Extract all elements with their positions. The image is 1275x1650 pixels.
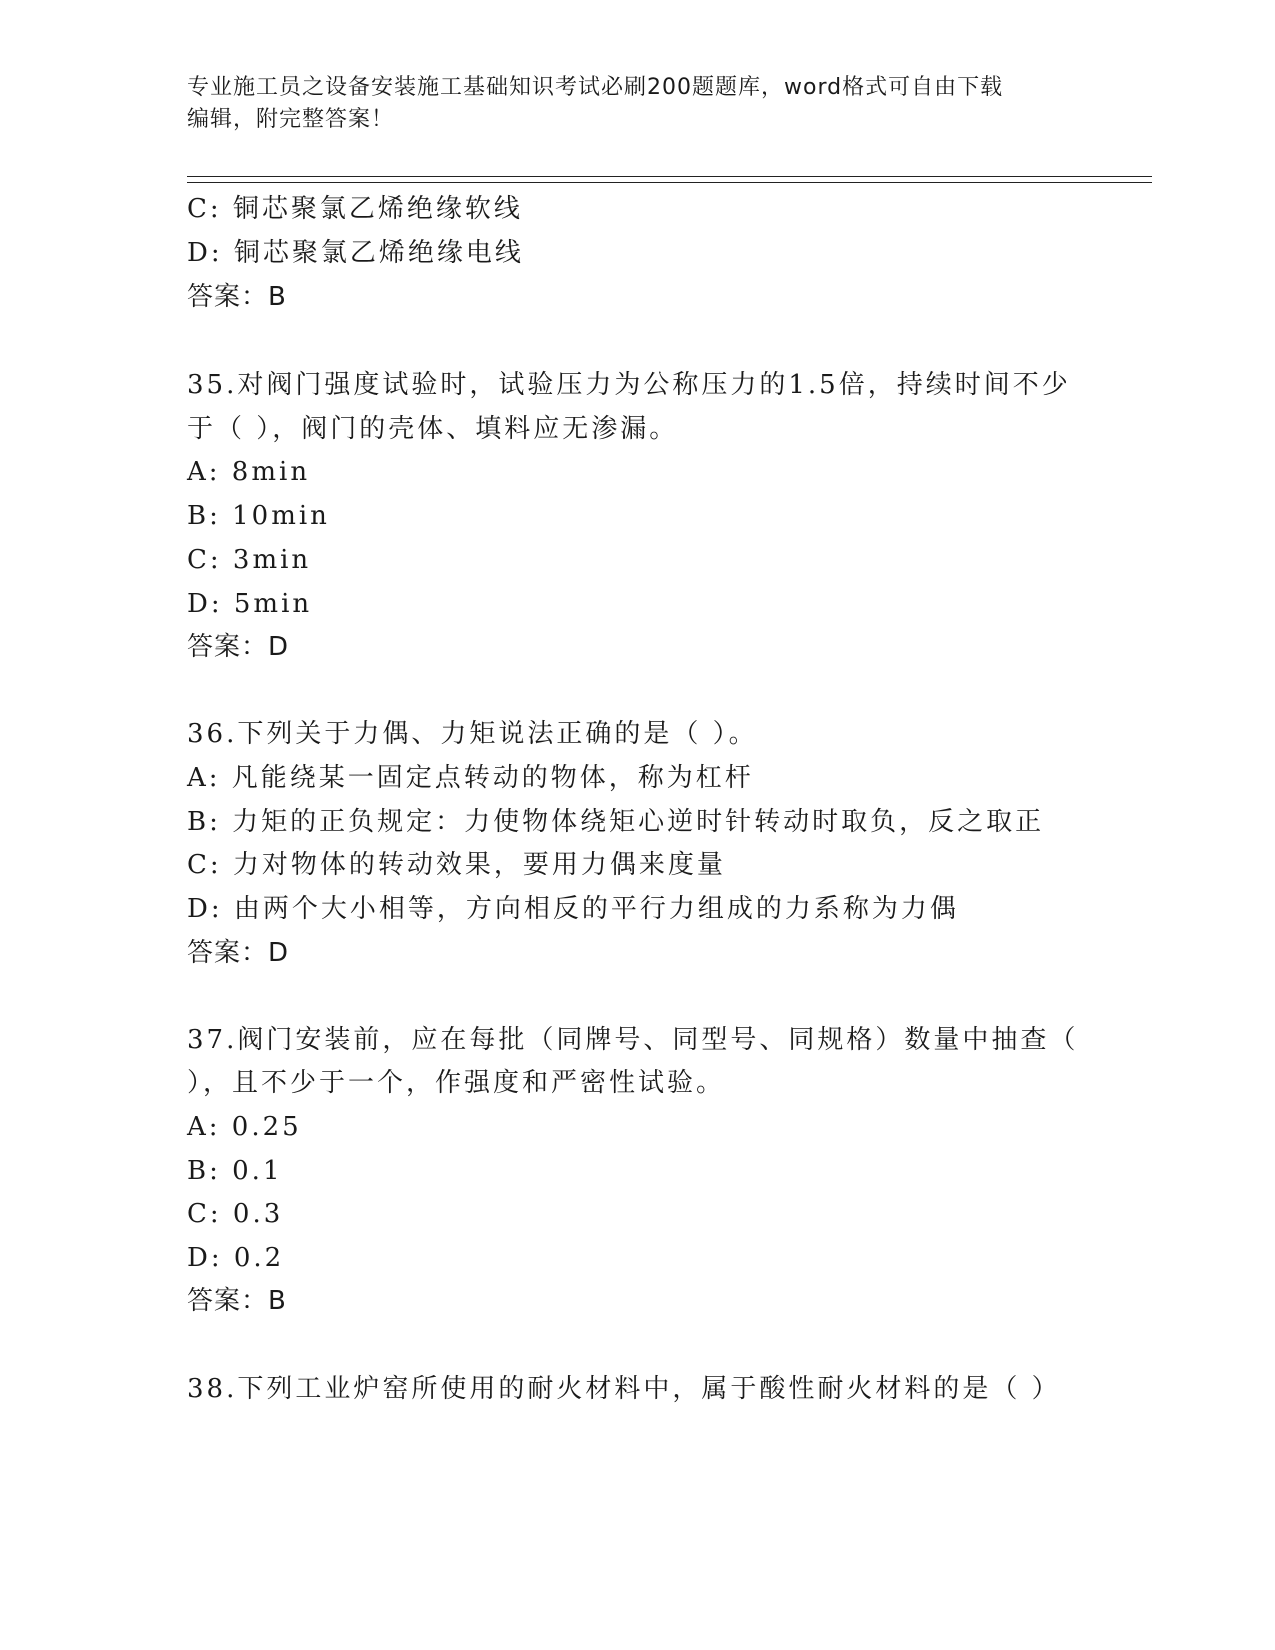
prev-answer: 答案：B <box>187 282 287 312</box>
q36-option-d: D: 由两个大小相等，方向相反的平行力组成的力系称为力偶 <box>187 894 959 924</box>
prev-option-c: C: 铜芯聚氯乙烯绝缘软线 <box>187 194 523 224</box>
q36-option-b: B: 力矩的正负规定：力使物体绕矩心逆时针转动时取负，反之取正 <box>187 807 1045 837</box>
q35-option-c: C: 3min <box>187 545 312 575</box>
q35-answer: 答案：D <box>187 632 290 662</box>
q37-option-d: D: 0.2 <box>187 1243 285 1273</box>
header-title-line1: 专业施工员之设备安装施工基础知识考试必刷200题题库，word格式可自由下载 <box>187 75 1004 100</box>
q37-answer: 答案：B <box>187 1286 287 1316</box>
q37-option-c: C: 0.3 <box>187 1199 284 1229</box>
q36-option-a: A: 凡能绕某一固定点转动的物体，称为杠杆 <box>187 763 754 793</box>
header-divider-top <box>187 176 1152 177</box>
q35-option-d: D: 5min <box>187 589 313 619</box>
q37-option-b: B: 0.1 <box>187 1156 283 1186</box>
q38-stem-line1: 38.下列工业炉窑所使用的耐火材料中，属于酸性耐火材料的是（ ） <box>187 1374 1061 1404</box>
q36-stem-line1: 36.下列关于力偶、力矩说法正确的是（ ）。 <box>187 719 758 749</box>
q35-option-b: B: 10min <box>187 501 330 531</box>
q36-answer: 答案：D <box>187 938 290 968</box>
q35-option-a: A: 8min <box>187 457 311 487</box>
q35-stem-line1: 35.对阀门强度试验时，试验压力为公称压力的1.5倍，持续时间不少 <box>187 370 1071 400</box>
header-title-line2: 编辑，附完整答案！ <box>187 107 395 132</box>
header-divider-bottom <box>187 182 1152 183</box>
q37-stem-line2: ），且不少于一个，作强度和严密性试验。 <box>187 1068 726 1098</box>
q35-stem-line2: 于（ ），阀门的壳体、填料应无渗漏。 <box>187 414 679 444</box>
q37-stem-line1: 37.阀门安装前，应在每批（同牌号、同型号、同规格）数量中抽查（ <box>187 1025 1079 1055</box>
document-header <box>187 72 1087 136</box>
prev-option-d: D: 铜芯聚氯乙烯绝缘电线 <box>187 238 524 268</box>
q36-option-c: C: 力对物体的转动效果，要用力偶来度量 <box>187 850 726 880</box>
q37-option-a: A: 0.25 <box>187 1112 302 1142</box>
